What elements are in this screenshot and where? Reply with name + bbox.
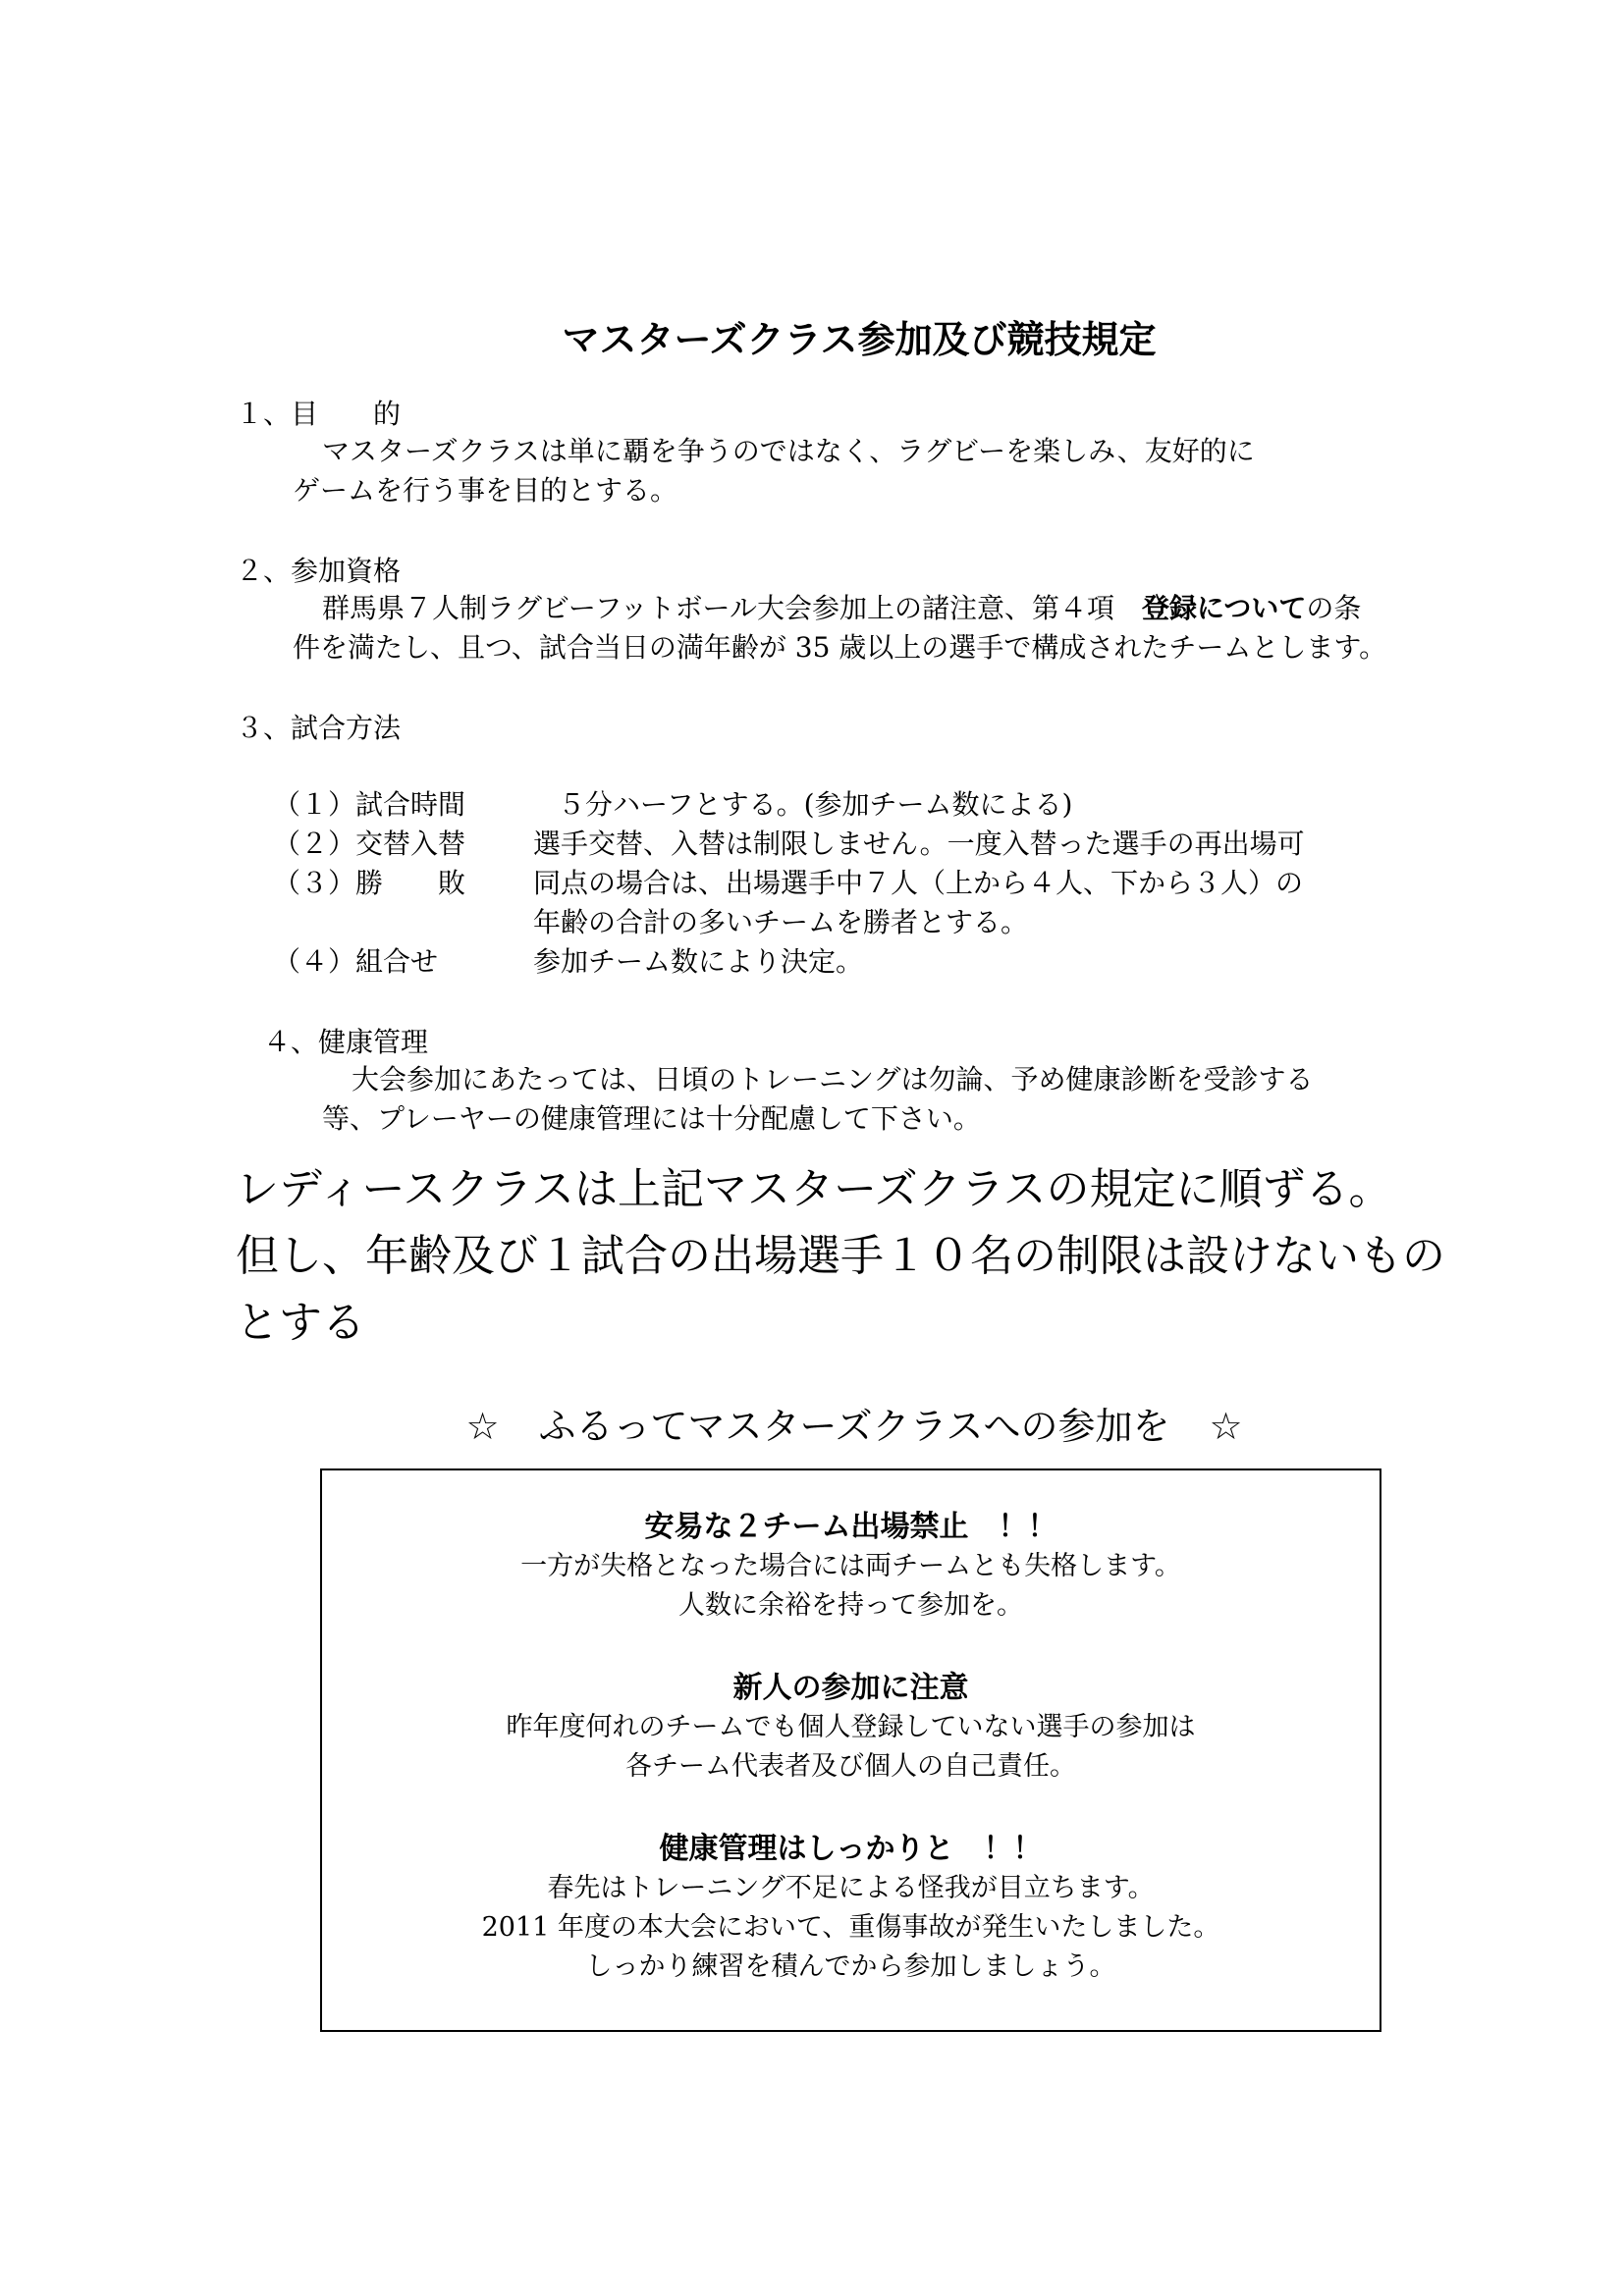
- notice-line: 人数に余裕を持って参加を。: [678, 1590, 1023, 1621]
- method-item: [273, 864, 1451, 903]
- eligibility-registration-emphasis: 登録について: [1141, 592, 1307, 624]
- method-item-text: 同点の場合は、出場選手中７人（上から４人、下から３人）の: [533, 867, 1304, 899]
- banner-text: ふるってマスターズクラスへの参加を: [538, 1405, 1170, 1448]
- notice-line: 各チーム代表者及び個人の自己責任。: [625, 1751, 1076, 1782]
- method-item-text: ５分ハーフとする。(参加チーム数による): [530, 788, 1073, 821]
- method-item: [273, 825, 1451, 864]
- participation-banner: [0, 1396, 1624, 1450]
- method-item-text: 参加チーム数により決定。: [533, 945, 864, 978]
- purpose-line-1: マスターズクラスは単に覇を争うのではなく、ラグビーを楽しみ、友好的に: [322, 435, 1255, 467]
- eligibility-line-2: 件を満たし、且つ、試合当日の満年齢が 35 歳以上の選手で構成されたチームとします。: [293, 631, 1387, 664]
- health-heading: ４、健康管理: [263, 1026, 429, 1058]
- notice-line: 春先はトレーニング不足による怪我が目立ちます。: [547, 1873, 1155, 1903]
- notice-health: [322, 1830, 1380, 1987]
- notice-line: しっかり練習を積んでから参加しましょう。: [585, 1951, 1116, 1982]
- ladies-rule-line-2: 但し、年齢及び１試合の出場選手１０名の制限は設けないもの: [236, 1231, 1445, 1281]
- eligibility-line-1-post: の条: [1306, 592, 1362, 624]
- method-heading: ３、試合方法: [236, 712, 402, 744]
- method-item-label: （２）交替入替: [273, 828, 466, 860]
- notice-title: 安易な２チーム出場禁止 ！！: [644, 1510, 1057, 1544]
- notice-line: 昨年度何れのチームでも個人登録していない選手の参加は: [506, 1712, 1196, 1742]
- notice-box: [320, 1468, 1381, 2032]
- method-item-text: 選手交替、入替は制限しません。一度入替った選手の再出場可: [533, 828, 1305, 860]
- ladies-rule-line-3: とする: [236, 1298, 365, 1348]
- notice-title: 健康管理はしっかりと ！！: [659, 1832, 1043, 1866]
- notice-new-players: [322, 1669, 1380, 1787]
- method-list: [273, 785, 1451, 982]
- notice-line: 一方が失格となった場合には両チームとも失格します。: [520, 1551, 1181, 1581]
- star-icon: ☆: [1209, 1405, 1243, 1448]
- method-item: [273, 785, 1451, 825]
- notice-two-team-ban: [322, 1508, 1380, 1626]
- notice-line: 2011 年度の本大会において、重傷事故が発生いたしました。: [481, 1912, 1220, 1943]
- ladies-rule-line-1: レディースクラスは上記マスターズクラスの規定に順ずる。: [236, 1164, 1392, 1214]
- method-item-text: 年齢の合計の多いチームを勝者とする。: [533, 906, 1029, 938]
- eligibility-heading: ２、参加資格: [236, 555, 402, 587]
- star-icon: ☆: [465, 1405, 500, 1448]
- page-title: マスターズクラス参加及び競技規定: [562, 318, 1157, 361]
- method-item-label: （１）試合時間: [273, 788, 466, 821]
- health-line-1: 大会参加にあたっては、日頃のトレーニングは勿論、予め健康診断を受診する: [352, 1063, 1314, 1095]
- notice-title: 新人の参加に注意: [732, 1671, 969, 1705]
- purpose-heading: １、目 的: [236, 398, 402, 430]
- method-item: [273, 903, 1451, 942]
- method-item-label: （４）組合せ: [273, 945, 439, 978]
- health-line-2: 等、プレーヤーの健康管理には十分配慮して下さい。: [322, 1102, 981, 1135]
- eligibility-line-1: [322, 589, 1361, 628]
- eligibility-line-1-pre: 群馬県７人制ラグビーフットボール大会参加上の諸注意、第４項: [322, 592, 1142, 624]
- method-item: [273, 942, 1451, 982]
- purpose-line-2: ゲームを行う事を目的とする。: [293, 474, 678, 507]
- method-item-label: （３）勝 敗: [273, 867, 466, 899]
